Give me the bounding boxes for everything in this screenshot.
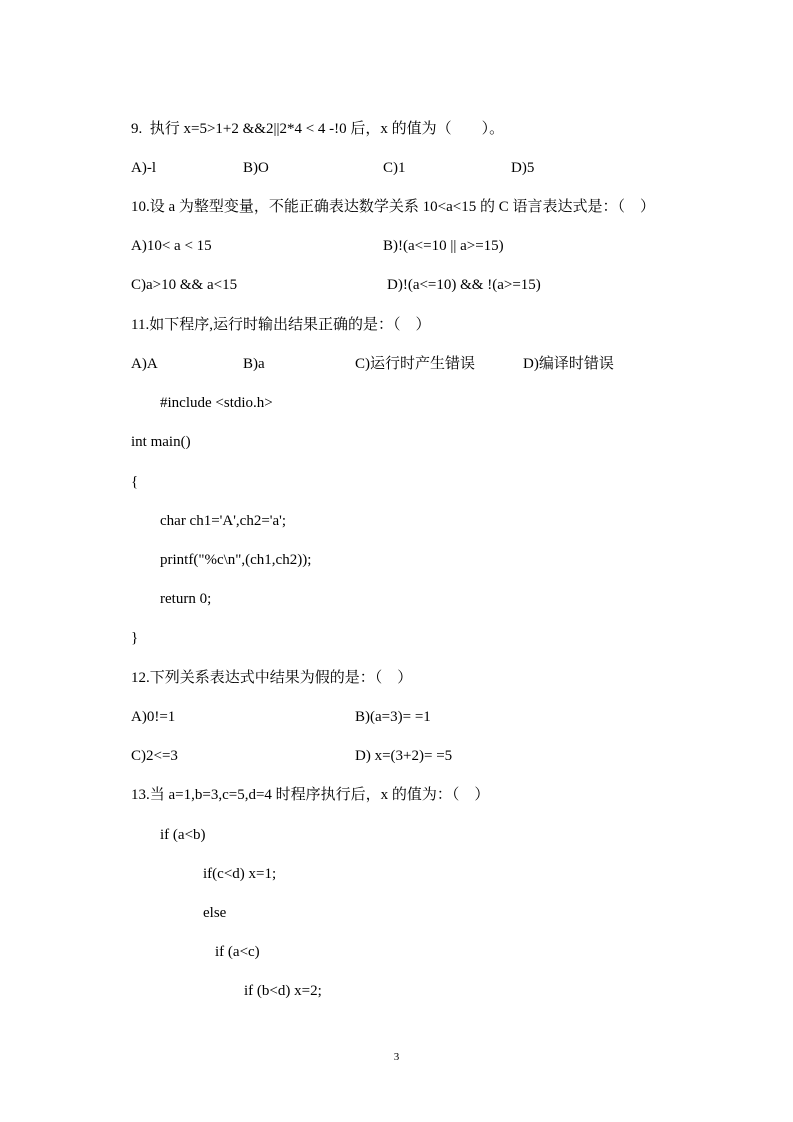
- question-10-option-d: D)!(a<=10) && !(a>=15): [387, 277, 541, 293]
- code-line: char ch1='A',ch2='a';: [160, 513, 287, 529]
- code-line: if (b<d) x=2;: [244, 983, 322, 999]
- question-10-option-a: A)10< a < 15: [131, 238, 212, 254]
- question-13-stem: 13.当 a=1,b=3,c=5,d=4 时程序执行后，x 的值为：（ ）: [131, 787, 490, 803]
- question-11-option-b: B)a: [243, 356, 265, 372]
- code-line: return 0;: [160, 591, 212, 607]
- question-11-option-d: D)编译时错误: [523, 356, 614, 372]
- question-10-stem: 10.设 a 为整型变量，不能正确表达数学关系 10<a<15 的 C 语言表达式是：（ ）: [131, 199, 655, 215]
- question-9-option-c: C)1: [383, 160, 406, 176]
- question-12-stem: 12.下列关系表达式中结果为假的是：（ ）: [131, 670, 413, 686]
- code-line: else: [203, 905, 227, 921]
- code-line: printf("%c\n",(ch1,ch2));: [160, 552, 312, 568]
- question-10-option-b: B)!(a<=10 || a>=15): [383, 238, 504, 254]
- question-9-option-a: A)-l: [131, 160, 156, 176]
- code-line: if (a<c): [215, 944, 260, 960]
- question-9-option-b: B)O: [243, 160, 269, 176]
- question-12-option-a: A)0!=1: [131, 709, 176, 725]
- code-line: int main(): [131, 434, 191, 450]
- question-9-stem: 9. 执行 x=5>1+2 &&2||2*4 < 4 -!0 后，x 的值为（ ）。: [131, 121, 505, 137]
- page-number: 3: [393, 1051, 400, 1063]
- question-12-option-b: B)(a=3)= =1: [355, 709, 431, 725]
- code-line: if (a<b): [160, 827, 206, 843]
- question-12-option-c: C)2<=3: [131, 748, 178, 764]
- question-9-option-d: D)5: [511, 160, 535, 176]
- question-11-option-c: C)运行时产生错误: [355, 356, 476, 372]
- code-line: {: [131, 474, 139, 490]
- question-12-option-d: D) x=(3+2)= =5: [355, 748, 453, 764]
- code-line: if(c<d) x=1;: [203, 866, 277, 882]
- question-11-option-a: A)A: [131, 356, 158, 372]
- question-11-stem: 11.如下程序,运行时输出结果正确的是：（ ）: [131, 317, 431, 333]
- code-line: #include <stdio.h>: [160, 395, 273, 411]
- question-10-option-c: C)a>10 && a<15: [131, 277, 238, 293]
- code-line: }: [131, 630, 139, 646]
